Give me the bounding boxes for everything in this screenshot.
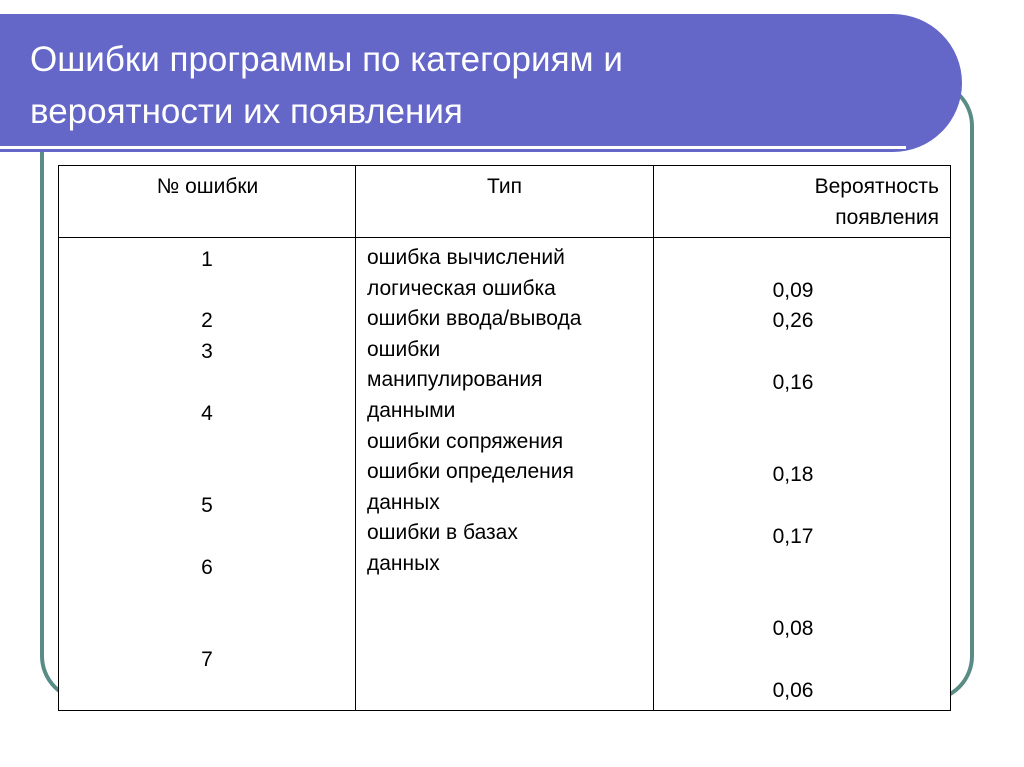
column-divider-1	[355, 166, 356, 710]
header-type: Тип	[486, 175, 522, 198]
slide-title: Ошибки программы по категориям и вероятности их появления	[30, 40, 623, 131]
header-divider	[59, 237, 950, 238]
error-types-list: ошибка вычислений логическая ошибка ошибки ввода/вывода ошибки манипулирования данными ошибки сопряжения ошибки определения данных ошибки в базах данных	[367, 246, 582, 575]
header-error-number: № ошибки	[156, 175, 259, 198]
error-number: 4	[201, 402, 213, 425]
probability-value: 0,17	[772, 525, 814, 548]
probability-value: 0,18	[772, 463, 814, 486]
error-number: 7	[201, 648, 213, 671]
header-probability: Вероятность появления	[814, 175, 939, 229]
title-banner	[0, 14, 962, 152]
title-underline	[0, 146, 906, 149]
probability-value: 0,26	[772, 309, 814, 332]
error-number: 1	[201, 248, 213, 271]
probability-value: 0,16	[772, 371, 814, 394]
probability-value: 0,09	[772, 279, 814, 302]
errors-table	[58, 165, 951, 711]
probability-value: 0,08	[772, 617, 814, 640]
error-number: 2	[201, 309, 213, 332]
probability-value: 0,06	[772, 679, 814, 702]
error-number: 3	[201, 340, 213, 363]
error-number: 5	[201, 494, 213, 517]
error-number: 6	[201, 556, 213, 579]
